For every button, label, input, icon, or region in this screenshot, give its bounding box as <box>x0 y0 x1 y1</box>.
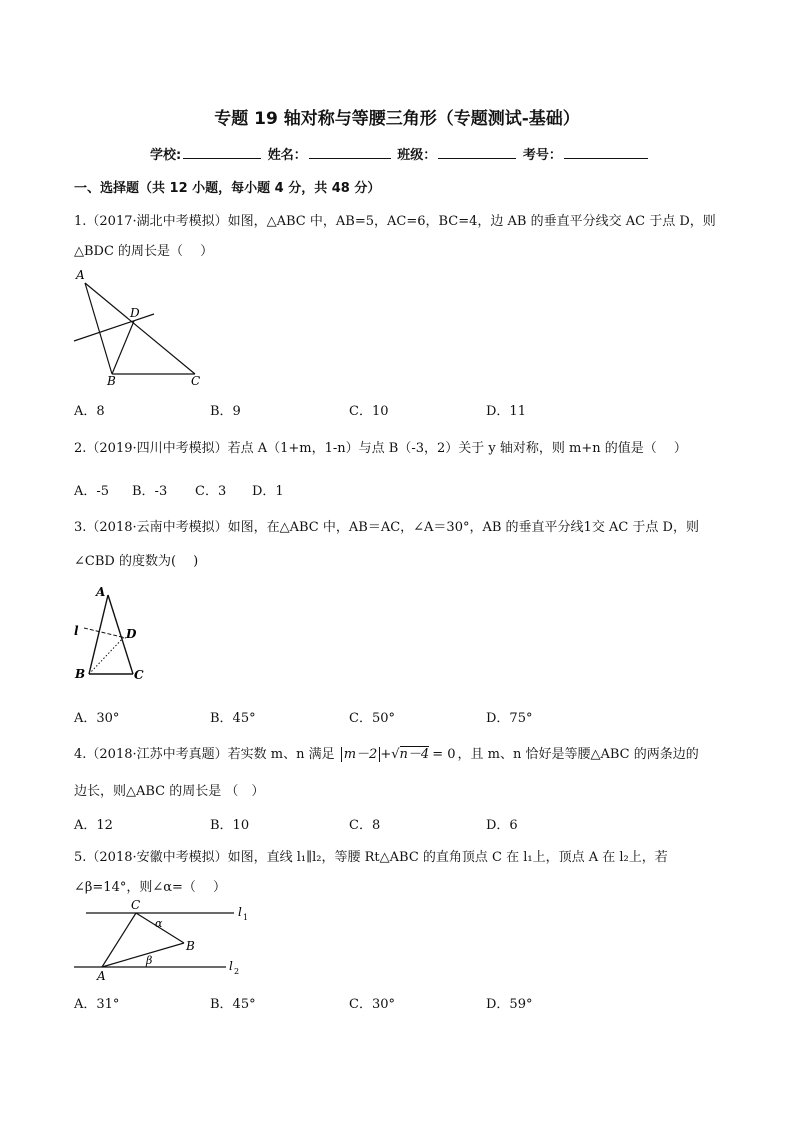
q1-option-b[interactable]: B．9 <box>210 404 241 419</box>
q1-option-d[interactable]: D．11 <box>486 404 526 419</box>
q1-label-b: B <box>107 374 116 388</box>
q1-option-c[interactable]: C．10 <box>349 404 389 419</box>
q4-formula-abs: m－2 <box>341 747 381 762</box>
q1-side-ac <box>85 283 195 374</box>
q5-figure <box>70 897 250 987</box>
q4-formula-root: n－4 <box>399 747 430 762</box>
q2-line1: 2.（2019·四川中考模拟）若点 A（1+m，1-n）与点 B（-3，2）关于 y 轴对称，则 m+n 的值是（ ） <box>74 441 687 456</box>
q2-option-c[interactable]: C．3 <box>195 484 227 499</box>
q5-option-d[interactable]: D．59° <box>486 997 533 1012</box>
q3-label-d: D <box>126 627 137 641</box>
section-title: 一、选择题（共 12 小题，每小题 4 分，共 48 分） <box>74 181 381 196</box>
q3-option-b[interactable]: B．45° <box>210 711 256 726</box>
page-title: 专题 19 轴对称与等腰三角形（专题测试-基础） <box>214 109 580 129</box>
q4-formula-plus: + <box>380 747 392 762</box>
q3-label-c: C <box>134 668 144 682</box>
q5-label-l1: l <box>238 905 242 919</box>
q1-bisector-line <box>74 314 154 341</box>
class-blank[interactable] <box>438 146 516 159</box>
q4-text-post: ，且 m、n 恰好是等腰△ABC 的两条边的 <box>457 747 699 762</box>
q3-segment-bd <box>89 637 124 674</box>
q1-label-d: D <box>130 306 140 320</box>
q5-label-c: C <box>131 898 141 912</box>
q2-option-b[interactable]: B．-3 <box>132 484 168 499</box>
q5-line2: ∠β=14°，则∠α=（ ） <box>74 880 227 895</box>
q5-label-alpha: α <box>155 917 163 930</box>
q5-line1: 5.（2018·安徽中考模拟）如图，直线 l₁∥l₂，等腰 Rt△ABC 的直角顶点 C 在 l₁上，顶点 A 在 l₂上，若 <box>74 850 668 865</box>
school-label: 学校: <box>150 148 182 163</box>
q5-label-l2-sub: 2 <box>234 967 240 976</box>
q1-figure <box>70 265 210 390</box>
q3-option-d[interactable]: D．75° <box>486 711 533 726</box>
exam-no-label: 考号： <box>522 148 562 163</box>
q3-line1: 3.（2018·云南中考模拟）如图，在△ABC 中，AB＝AC，∠A＝30°，AB 的垂直平分线1交 AC 于点 D，则 <box>74 520 699 535</box>
q4-line1 <box>74 743 699 762</box>
q3-side-ab <box>89 595 108 674</box>
q4-text-pre: 4.（2018·江苏中考真题）若实数 m、n 满足 <box>74 747 335 762</box>
q3-figure <box>70 583 160 688</box>
q4-formula <box>341 743 456 762</box>
q3-label-b: B <box>75 667 86 681</box>
q3-option-a[interactable]: A．30° <box>74 711 120 726</box>
name-label: 姓名： <box>267 148 307 163</box>
q4-formula-eq: = 0 <box>432 747 456 762</box>
q2-option-a[interactable]: A．-5 <box>74 484 110 499</box>
q5-label-l1-sub: 1 <box>243 913 249 922</box>
q4-option-d[interactable]: D．6 <box>486 818 518 833</box>
q2-option-d[interactable]: D．1 <box>252 484 284 499</box>
q3-label-a: A <box>96 585 106 599</box>
q5-option-c[interactable]: C．30° <box>349 997 395 1012</box>
student-info-row <box>150 144 650 163</box>
q3-label-l: l <box>74 624 79 638</box>
class-label: 班级： <box>397 148 437 163</box>
q1-label-a: A <box>76 268 85 282</box>
q1-line2: △BDC 的周长是（ ） <box>74 244 214 259</box>
q1-segment-bd <box>112 321 134 374</box>
q4-option-b[interactable]: B．10 <box>210 818 250 833</box>
q3-line2: ∠CBD 的度数为( ) <box>74 554 199 569</box>
q1-line1: 1.（2017·湖北中考模拟）如图，△ABC 中，AB=5，AC=6，BC=4，边 AB 的垂直平分线交 AC 于点 D，则 <box>74 214 716 229</box>
q3-option-c[interactable]: C．50° <box>349 711 395 726</box>
q1-label-c: C <box>191 374 201 388</box>
q5-label-b: B <box>186 939 195 953</box>
q1-option-a[interactable]: A．8 <box>74 404 105 419</box>
q5-label-l2: l <box>229 959 233 973</box>
q4-line2: 边长，则△ABC 的周长是 （ ） <box>74 784 265 799</box>
q4-formula-sqrt-sign: √ <box>391 747 400 762</box>
exam-no-blank[interactable] <box>564 146 648 159</box>
q5-option-b[interactable]: B．45° <box>210 997 256 1012</box>
q4-option-a[interactable]: A．12 <box>74 818 113 833</box>
name-blank[interactable] <box>309 146 391 159</box>
q4-option-c[interactable]: C．8 <box>349 818 381 833</box>
q1-side-ab <box>85 283 112 374</box>
school-blank[interactable] <box>183 146 261 159</box>
q5-label-a: A <box>97 969 106 983</box>
q5-label-beta: β <box>146 954 153 967</box>
q5-option-a[interactable]: A．31° <box>74 997 120 1012</box>
